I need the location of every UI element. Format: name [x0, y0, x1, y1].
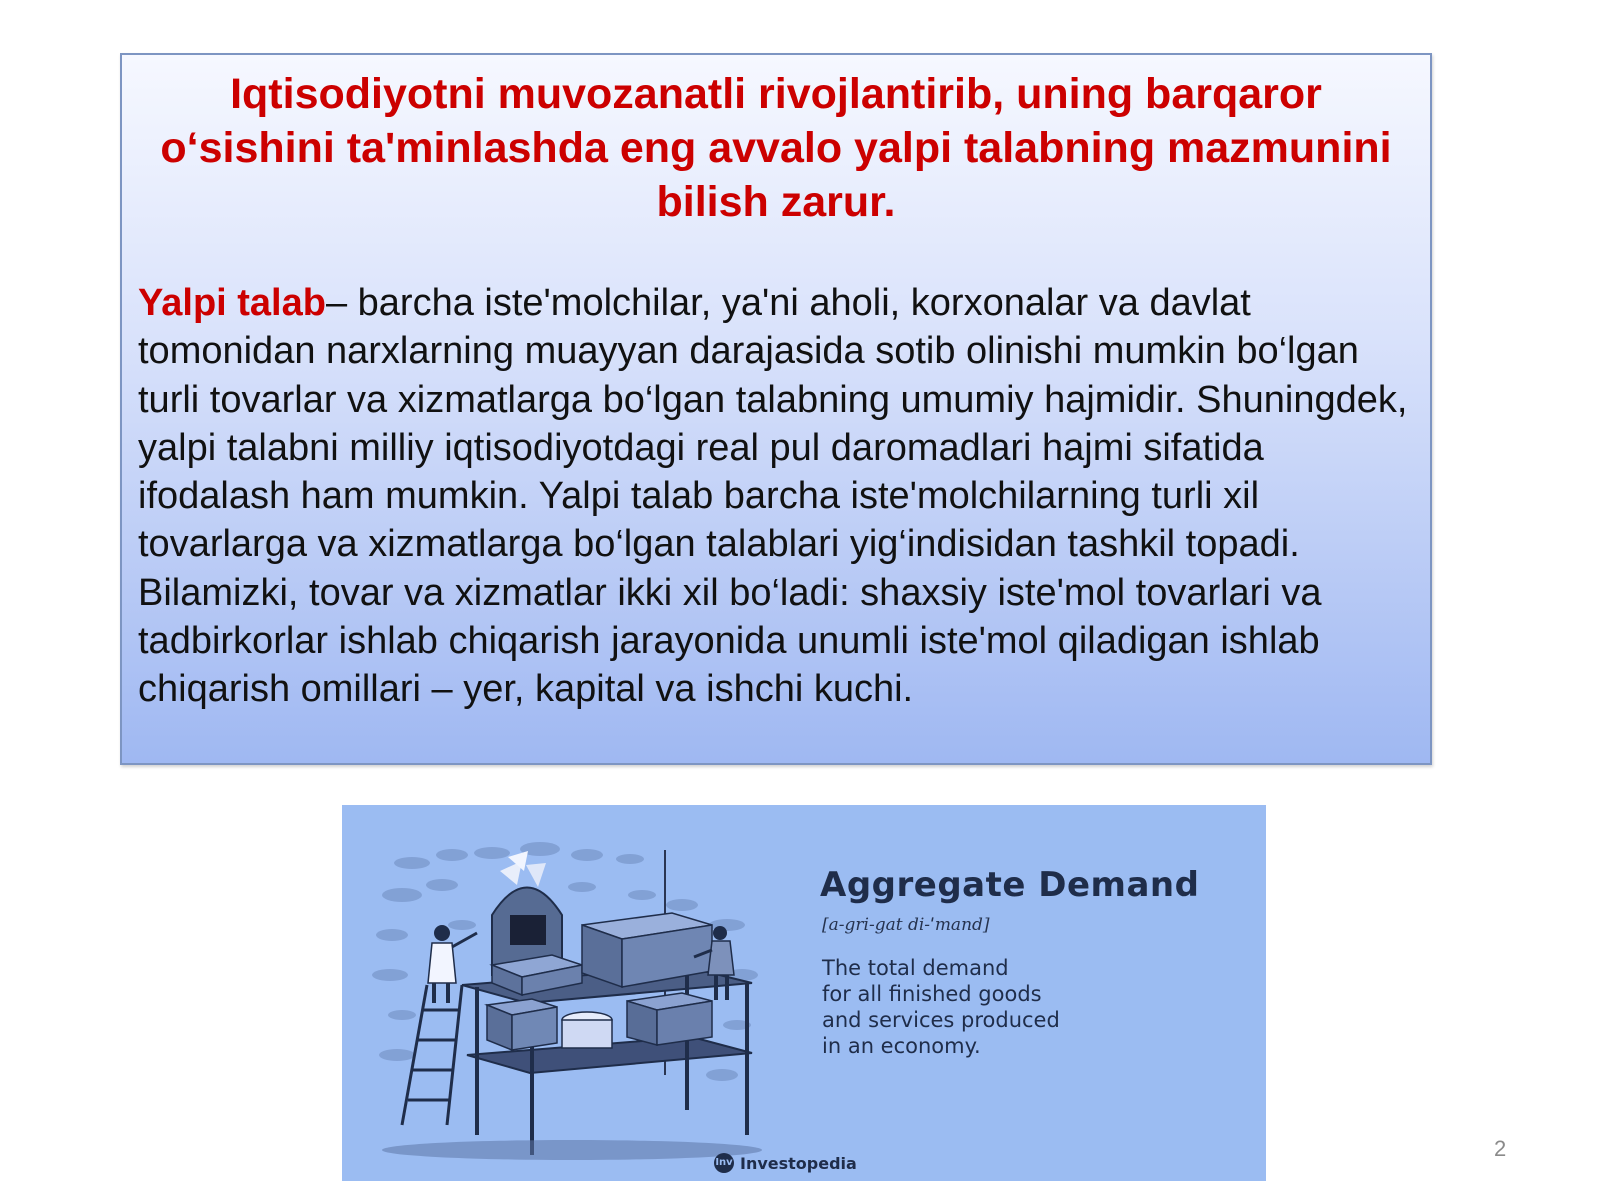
aggregate-demand-illustration	[342, 805, 1266, 1181]
page-number: 2	[1494, 1136, 1507, 1161]
definition-paragraph	[138, 279, 1414, 714]
definition-text: – barcha iste'molchilar, ya'ni aholi, korxonalar va davlat tomonidan narxlarning muayyan darajasida sotib olinishi mumkin bo‘lgan turli tovarlar va xizmatlarga bo‘lgan talabning umumiy hajmidir. Shuningdek, yalpi talabni milliy iqtisodiyotdagi real pul daromadlari hajmi sifatida ifodalash ham mumkin. Yalpi talab barcha iste'molchilarning turli xil tovarlarga va xizmatlarga bo‘lgan talablari yig‘indisidan tashkil topadi. Bilamizki, tovar va xizmatlar ikki xil bo‘ladi: shaxsiy iste'mol tovarlari va tadbirkorlar ishlab chiqarish jarayonida unumli iste'mol qiladigan ishlab chiqarish omillari – yer, kapital va ishchi kuchi.	[138, 282, 1408, 711]
illustration-definition-line: for all finished goods	[822, 982, 1042, 1006]
investopedia-logo-icon: Inv	[714, 1153, 734, 1173]
illustration-definition	[822, 955, 1202, 1059]
illustration-definition-line: in an economy.	[822, 1034, 981, 1058]
investopedia-brand	[714, 1153, 857, 1173]
illustration-phonetic: [a-gri-gat di-ˈmand]	[822, 915, 990, 935]
investopedia-brand-name: Investopedia	[740, 1153, 857, 1173]
illustration-definition-line: The total demand	[822, 956, 1009, 980]
definition-term: Yalpi talab	[138, 282, 326, 324]
content-text-box	[120, 53, 1432, 765]
illustration-title: Aggregate Demand	[820, 865, 1200, 905]
slide-heading: Iqtisodiyotni muvozanatli rivojlantirib, uning barqaror o‘sishini ta'minlashda eng avvalo yalpi talabning mazmunini bilish zarur.	[160, 70, 1392, 226]
illustration-definition-line: and services produced	[822, 1008, 1060, 1032]
